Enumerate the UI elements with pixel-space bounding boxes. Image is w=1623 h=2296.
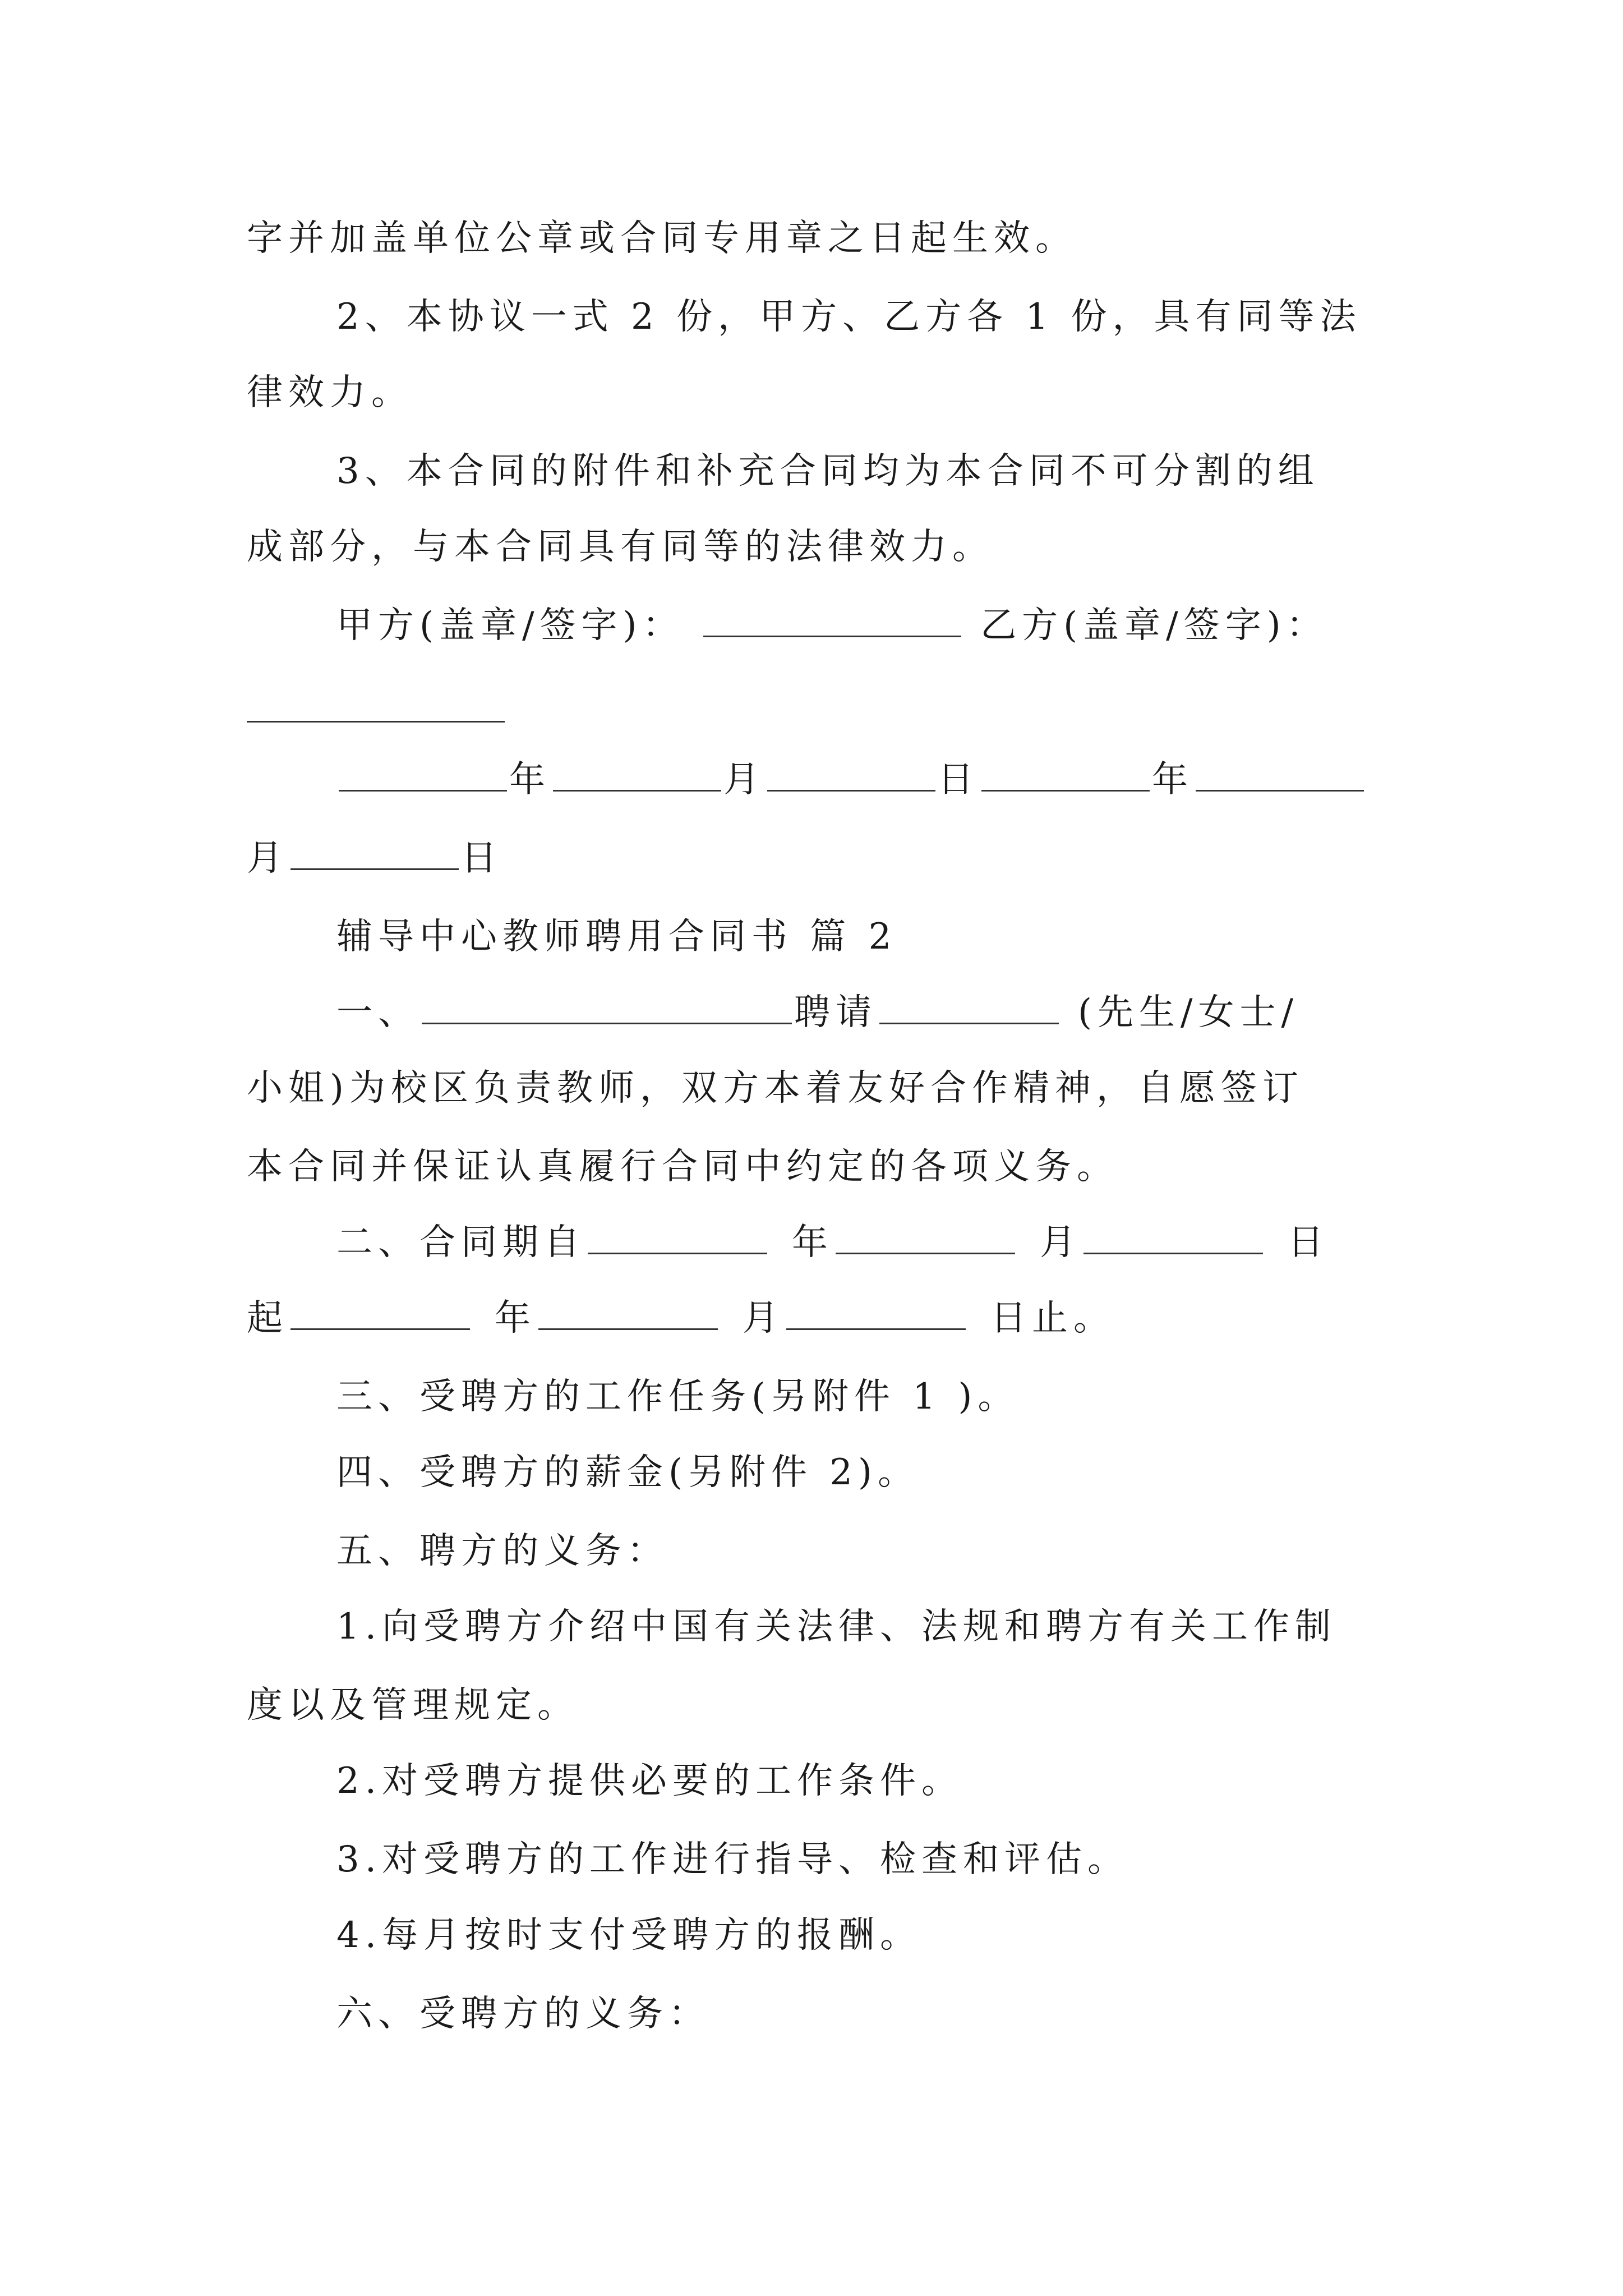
day-blank-b[interactable]	[291, 837, 459, 870]
start-day-label: 日	[1288, 1222, 1329, 1263]
text: 成部分，与本合同具有同等的法律效力。	[247, 526, 994, 568]
party-a-signature-blank[interactable]	[703, 604, 961, 637]
start-month-blank[interactable]	[836, 1221, 1015, 1254]
duty-3	[336, 1837, 1129, 1882]
paragraph-2-line-1	[336, 295, 1362, 339]
paragraph-3-line-2	[247, 524, 994, 569]
year-blank-a[interactable]	[339, 758, 507, 792]
section-title	[336, 914, 897, 959]
item-2-line-1	[336, 1220, 1329, 1265]
text: 本合同并保证认真履行合同中约定的各项义务。	[247, 1146, 1118, 1188]
day-label-a: 日	[938, 759, 979, 800]
text: 度以及管理规定。	[247, 1685, 579, 1726]
item-4	[336, 1450, 919, 1495]
text: 3、本合同的附件和补充合同均为本合同不可分割的组	[336, 450, 1320, 492]
text: 六、受聘方的义务：	[336, 1993, 710, 2035]
item-1-line-3	[247, 1144, 1118, 1189]
hire-label: 聘请	[794, 992, 877, 1033]
year-blank-b[interactable]	[981, 758, 1150, 792]
text: 2.对受聘方提供必要的工作条件。	[336, 1760, 963, 1802]
text: 1.向受聘方介绍中国有关法律、法规和聘方有关工作制	[336, 1606, 1337, 1648]
text: 三、受聘方的工作任务(另附件 1 )。	[336, 1376, 1020, 1418]
text: 五、聘方的义务：	[336, 1530, 668, 1572]
text: 3.对受聘方的工作进行指导、检查和评估。	[336, 1839, 1129, 1880]
end-month-blank[interactable]	[538, 1297, 718, 1330]
duty-4	[336, 1913, 921, 1958]
end-year-blank[interactable]	[291, 1297, 470, 1330]
start-year-label: 年	[792, 1222, 833, 1263]
year-label-a: 年	[509, 759, 551, 800]
day-label-b: 日	[461, 838, 502, 879]
month-label-a: 月	[723, 759, 765, 800]
end-label: 日止。	[990, 1297, 1115, 1339]
item-1-prefix: 一、	[336, 992, 419, 1033]
title-options: (先生/女士/	[1078, 992, 1299, 1033]
party-b-signature-blank[interactable]	[247, 721, 505, 723]
item-5	[336, 1529, 668, 1573]
item-1-line-2	[247, 1066, 1304, 1111]
duty-1-line-1	[336, 1604, 1336, 1649]
start-year-blank[interactable]	[588, 1221, 767, 1254]
end-day-blank[interactable]	[786, 1297, 966, 1330]
paragraph-2-line-2	[247, 370, 413, 415]
text: 小姐)为校区负责教师，双方本着友好合作精神，自愿签订	[247, 1068, 1304, 1109]
end-year-label: 年	[495, 1297, 536, 1339]
date-line-1	[336, 757, 1366, 802]
paragraph-1-continuation	[247, 216, 1077, 261]
party-a-label: 甲方(盖章/签字)：	[336, 605, 684, 646]
start-day-blank[interactable]	[1083, 1221, 1263, 1254]
party-b-label: 乙方(盖章/签字)：	[980, 605, 1328, 646]
month-blank-b[interactable]	[1196, 758, 1364, 792]
item-3	[336, 1374, 1019, 1419]
text: 律效力。	[247, 372, 413, 413]
contract-period-label: 二、合同期自	[336, 1222, 585, 1263]
item-1-line-1	[336, 990, 1299, 1035]
end-month-label: 月	[743, 1297, 784, 1339]
start-month-label: 月	[1040, 1222, 1081, 1263]
teacher-name-blank[interactable]	[879, 991, 1059, 1024]
month-label-b: 月	[247, 838, 288, 879]
text: 2、本协议一式 2 份，甲方、乙方各 1 份，具有同等法	[336, 296, 1362, 338]
day-blank-a[interactable]	[767, 758, 935, 792]
year-label-b: 年	[1152, 759, 1193, 800]
section-heading: 辅导中心教师聘用合同书 篇 2	[336, 916, 897, 958]
text: 字并加盖单位公章或合同专用章之日起生效。	[247, 218, 1077, 259]
employer-blank[interactable]	[422, 991, 792, 1024]
duty-2	[336, 1759, 963, 1803]
item-2-line-2	[247, 1296, 1115, 1341]
text: 四、受聘方的薪金(另附件 2)。	[336, 1452, 919, 1493]
month-blank-a[interactable]	[553, 758, 721, 792]
date-line-2	[247, 836, 502, 881]
from-label: 起	[247, 1297, 288, 1339]
duty-1-line-2	[247, 1683, 579, 1728]
paragraph-3-line-1	[336, 449, 1320, 494]
text: 4.每月按时支付受聘方的报酬。	[336, 1915, 922, 1956]
item-6	[336, 1991, 710, 2036]
signature-line	[336, 603, 1328, 648]
